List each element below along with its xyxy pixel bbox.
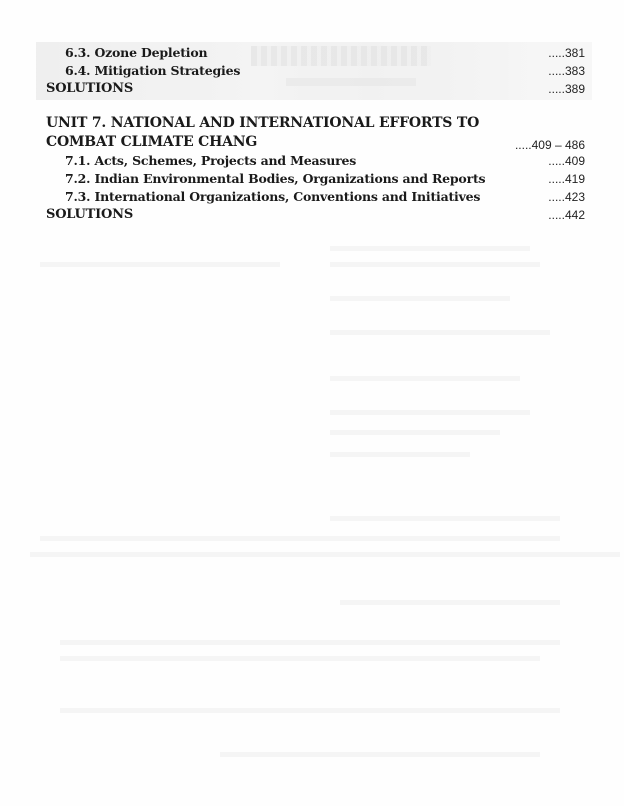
toc-entry-label: SOLUTIONS	[46, 207, 134, 222]
toc-page-number: .....381	[548, 46, 585, 60]
toc-page-number: .....383	[548, 64, 585, 78]
toc-page-number: .....389	[548, 82, 585, 96]
toc-page-number: .....423	[548, 190, 585, 204]
unit-title: COMBAT CLIMATE CHANG	[46, 134, 258, 150]
toc-page-number: .....419	[548, 172, 585, 186]
toc-entry-7-3[interactable]	[0, 188, 624, 206]
bleed-line	[60, 708, 560, 713]
bleed-line	[40, 262, 280, 267]
toc-entry-label: SOLUTIONS	[46, 81, 134, 96]
toc-entry-unit6-solutions[interactable]	[0, 80, 624, 98]
toc-entry-label: 6.3. Ozone Depletion	[65, 45, 208, 60]
bleed-line	[330, 246, 530, 251]
bleed-line	[330, 516, 560, 521]
bleed-line	[330, 330, 550, 335]
unit-title: UNIT 7. NATIONAL AND INTERNATIONAL EFFORTS TO	[46, 115, 480, 131]
bleed-line	[330, 376, 520, 381]
bleed-line	[330, 430, 500, 435]
bleed-line	[30, 552, 620, 557]
toc-entry-7-1[interactable]	[0, 152, 624, 170]
toc-page-number: .....442	[548, 208, 585, 222]
bleed-line	[330, 410, 530, 415]
bleed-line	[60, 656, 540, 661]
toc-entry-label: 7.2. Indian Environmental Bodies, Organizations and Reports	[65, 171, 486, 186]
bleed-line	[40, 536, 560, 541]
toc-page-number: .....409	[548, 154, 585, 168]
toc-entry-6-3[interactable]	[0, 44, 624, 62]
bleed-line	[330, 262, 540, 267]
bleed-line	[60, 640, 560, 645]
bleed-line	[220, 752, 540, 757]
toc-entry-7-2[interactable]	[0, 170, 624, 188]
toc-unit7-title-line1[interactable]	[0, 114, 624, 132]
toc-entry-6-4[interactable]	[0, 62, 624, 80]
toc-entry-label: 6.4. Mitigation Strategies	[65, 63, 241, 78]
toc-entry-label: 7.1. Acts, Schemes, Projects and Measures	[65, 153, 357, 168]
toc-entry-label: 7.3. International Organizations, Conventions and Initiatives	[65, 189, 481, 204]
bleed-line	[330, 296, 510, 301]
toc-page-range: .....409 – 486	[514, 138, 585, 152]
bleed-line	[330, 452, 470, 457]
bleed-line	[340, 600, 560, 605]
toc-entry-unit7-solutions[interactable]	[0, 206, 624, 224]
